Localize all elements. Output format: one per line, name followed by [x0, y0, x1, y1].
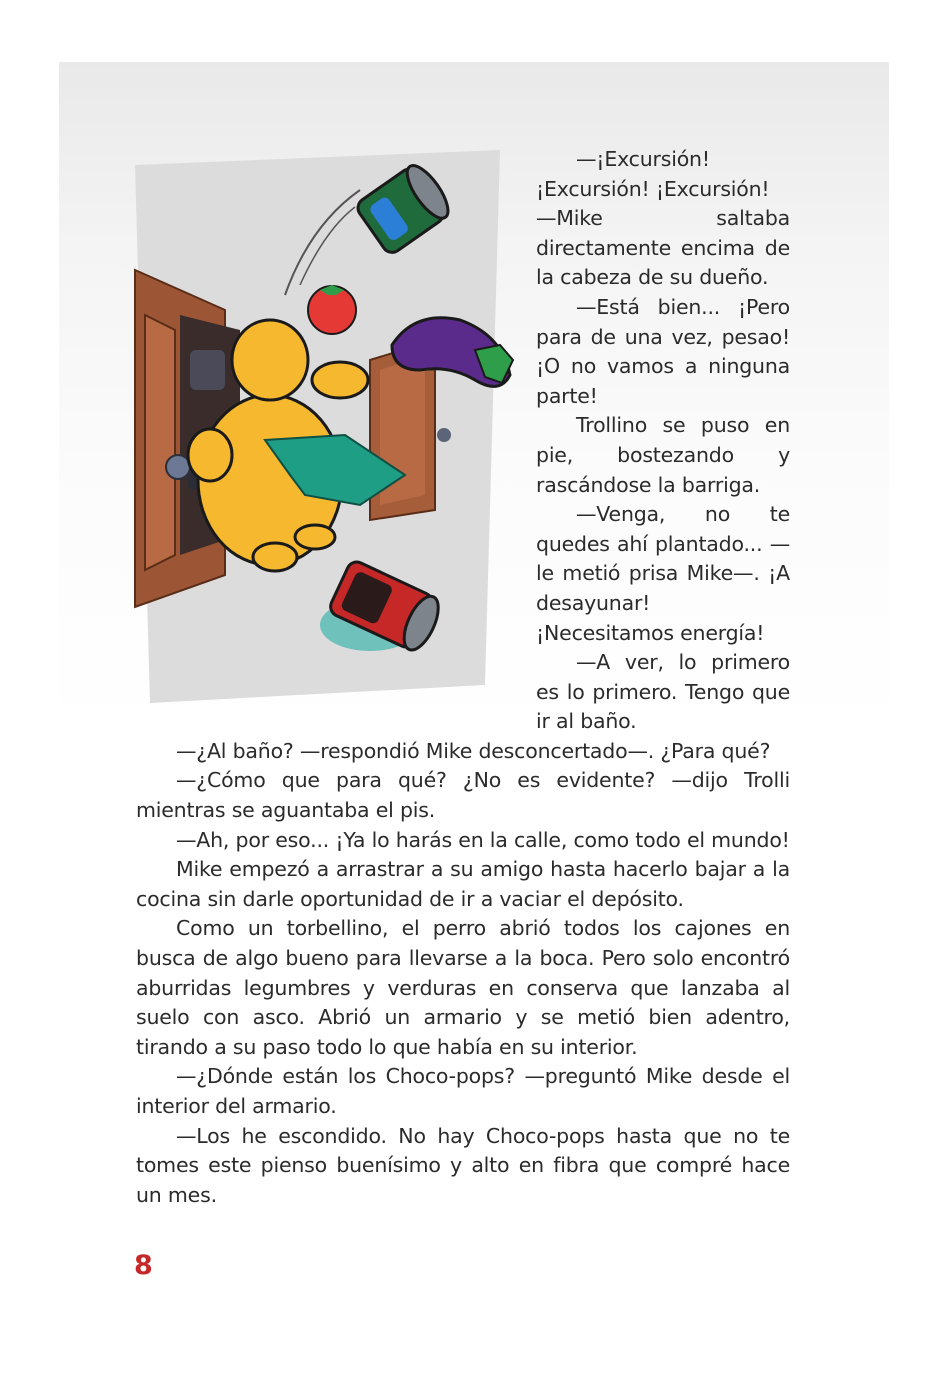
- paragraph: —¡Excursión! ¡Excursión! ¡Excursión!: [536, 147, 770, 201]
- paragraph: —¿Al baño? —respondió Mike desconcertado—. ¿Para qué?: [176, 738, 771, 763]
- paragraph: —Ah, por eso... ¡Ya lo harás en la calle, como todo el mundo!: [176, 827, 790, 852]
- story-text: [136, 145, 790, 1210]
- paragraph: —Está bien... ¡Pero para de una vez, pesao! ¡O no vamos a ninguna parte!: [536, 294, 790, 408]
- paragraph: —A ver, lo primero es lo primero. Tengo que ir al baño.: [536, 650, 790, 734]
- paragraph: —¿Dónde están los Choco-pops? —preguntó Mike desde el interior del armario.: [136, 1064, 790, 1118]
- page-number: 8: [134, 1250, 153, 1281]
- paragraph: Mike empezó a arrastrar a su amigo hasta hacerlo bajar a la cocina sin darle oportunidad de ir a vaciar el depósito.: [136, 857, 790, 911]
- paragraph: —Mike saltaba directamente encima de la cabeza de su dueño.: [536, 206, 790, 290]
- paragraph: —¿Cómo que para qué? ¿No es evidente? —dijo Trolli mientras se aguantaba el pis.: [136, 768, 790, 823]
- paragraph: Trollino se puso en pie, bostezando y rascándose la barriga.: [536, 413, 790, 497]
- paragraph: —Los he escondido. No hay Choco-pops hasta que no te tomes este pienso buenísimo y alto en fibra que compré hace un mes.: [136, 1123, 790, 1207]
- paragraph: Como un torbellino, el perro abrió todos los cajones en busca de algo bueno para llevarse a la boca. Pero solo encontró aburridas legumbres y verduras en conserva que lanzaba al suelo con asco. Abrió un armario y se metió bien adentro, tirando a su paso todo lo que había en su interior.: [136, 916, 790, 1059]
- paragraph: —Venga, no te quedes ahí plantado... —le metió prisa Mike—. ¡A desayunar! ¡Necesitamos energía!: [536, 502, 790, 645]
